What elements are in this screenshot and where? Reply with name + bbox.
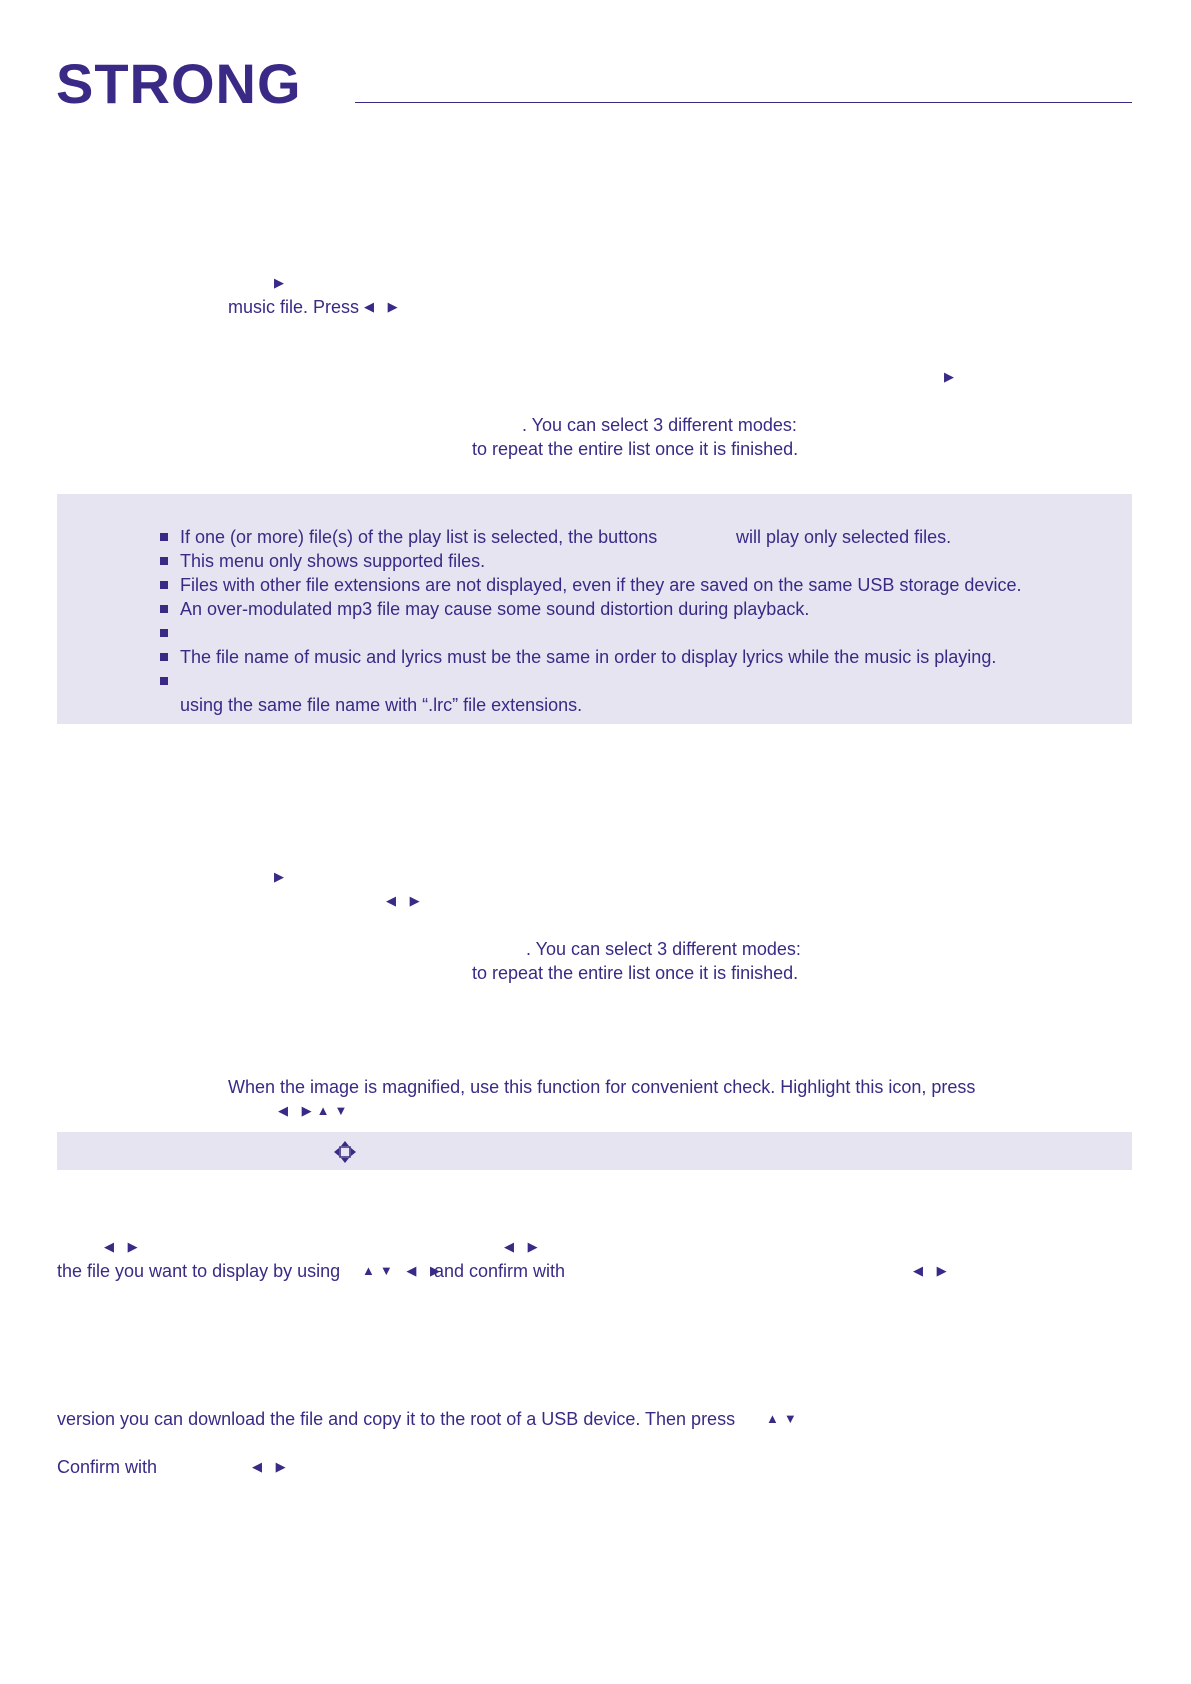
note-item-text: An over-modulated mp3 file may cause some sound distortion during playback. [180,599,810,619]
arrows-up-down-icon: ▲▼ [766,1411,802,1426]
arrows-left-right-icon: ◀ ▶ [504,1239,543,1254]
version-text: version you can download the file and copy it to the root of a USB device. Then press [57,1409,736,1429]
note-item-text: This menu only shows supported files. [180,551,486,571]
arrows-left-right-icon: ◀ ▶ [386,893,425,908]
repeat-text: to repeat the entire list once it is finished. [472,439,799,459]
magnify-text: When the image is magnified, use this function for convenient check. Highlight this icon, press [228,1077,976,1097]
strong-logo [56,58,306,110]
arrow-right-icon: ▶ [944,369,959,384]
modes-text: . You can select 3 different modes: [526,939,801,959]
bullet [160,653,168,661]
bullet [160,557,168,565]
bullet [160,605,168,613]
note-item-text: If one (or more) file(s) of the play list is selected, the buttons [180,527,658,547]
repeat-text: to repeat the entire list once it is finished. [472,963,799,983]
confirm-with-text: Confirm with [57,1457,158,1477]
note-item-text: Files with other file extensions are not displayed, even if they are saved on the same USB storage device. [180,575,1022,595]
file-select-text: the file you want to display by using [57,1261,341,1281]
arrows-left-right-icon: ◀ ▶ [913,1263,952,1278]
note-box-move [57,1132,1132,1170]
confirm-text: and confirm with [434,1261,566,1281]
bullet [160,677,168,685]
music-file-press-text: music file. Press [228,297,360,317]
note-continuation-text: using the same file name with “.lrc” file extensions. [180,695,583,715]
arrow-right-icon: ▶ [274,869,289,884]
move-arrows-icon [333,1140,357,1164]
note-item-text: The file name of music and lyrics must be the same in order to display lyrics while the music is playing. [180,647,997,667]
arrows-all-icon: ▲▼ ◀ ▶ [362,1263,445,1278]
bullet [160,533,168,541]
note-item-text: will play only selected files. [736,527,952,547]
bullet [160,629,168,637]
arrows-all-icon: ◀ ▶▲▼ [278,1103,353,1118]
header-rule [355,102,1132,103]
bullet [160,581,168,589]
svg-text:STRONG: STRONG [56,58,302,110]
arrows-left-right-icon: ◀ ▶ [252,1459,291,1474]
arrow-right-icon: ▶ [274,275,289,290]
modes-text: . You can select 3 different modes: [522,415,797,435]
arrows-left-right-icon: ◀ ▶ [364,299,403,314]
arrows-left-right-icon: ◀ ▶ [104,1239,143,1254]
